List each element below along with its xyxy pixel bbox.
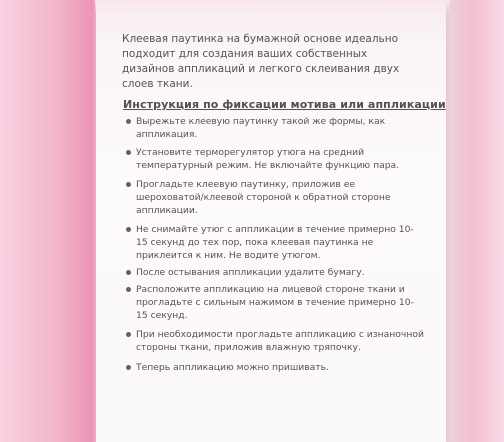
instructions-heading: Инструкция по фиксации мотива или аппликации [123,98,446,111]
list-item [126,266,424,279]
list-item [126,115,424,141]
bullet-icon [126,332,131,337]
list-item [126,146,424,172]
list-item [126,223,424,262]
bullet-icon [126,270,131,275]
list-item-text: При необходимости прогладьте аппликацию с изнаночной стороны ткани, приложив влажную тряпочку. [136,329,424,353]
list-item-text: Установите терморегулятор утюга на средний температурный режим. Не включайте функцию пара. [136,147,400,171]
bullet-icon [126,287,131,292]
list-item-text: Не снимайте утюг с аппликации в течение примерно 10-15 секунд до тех пор, пока клеевая паутинка не приклеится к ним. Не водите утюгом. [136,224,414,261]
list-item [126,361,424,374]
bullet-icon [126,365,131,370]
bullet-icon [126,150,131,155]
pink-packaging-right [446,0,504,442]
list-item-text: Вырежьте клеевую паутинку такой же формы, как аппликация. [136,116,386,140]
list-item-text: Прогладьте клеевую паутинку, приложив ее шероховатой/клеевой стороной к обратной стороне аппликации. [136,179,391,216]
bullet-icon [126,182,131,187]
bullet-icon [126,227,131,232]
intro-paragraph: Клеевая паутинка на бумажной основе идеально подходит для создания ваших собственных дизайнов аппликаций и легкого склеивания двух слоев ткани. [122,33,400,90]
list-item-text: Теперь аппликацию можно пришивать. [136,362,329,373]
list-item [126,178,424,217]
bullet-icon [126,119,131,124]
list-item-text: Расположите аппликацию на лицевой стороне ткани и прогладьте с сильным нажимом в течение примерно 10-15 секунд. [136,284,414,321]
list-item [126,328,424,354]
packaging-top-fold [95,0,450,14]
list-item-text: После остывания аппликации удалите бумагу. [136,267,365,278]
pink-packaging-left [0,0,100,442]
list-item [126,283,424,322]
